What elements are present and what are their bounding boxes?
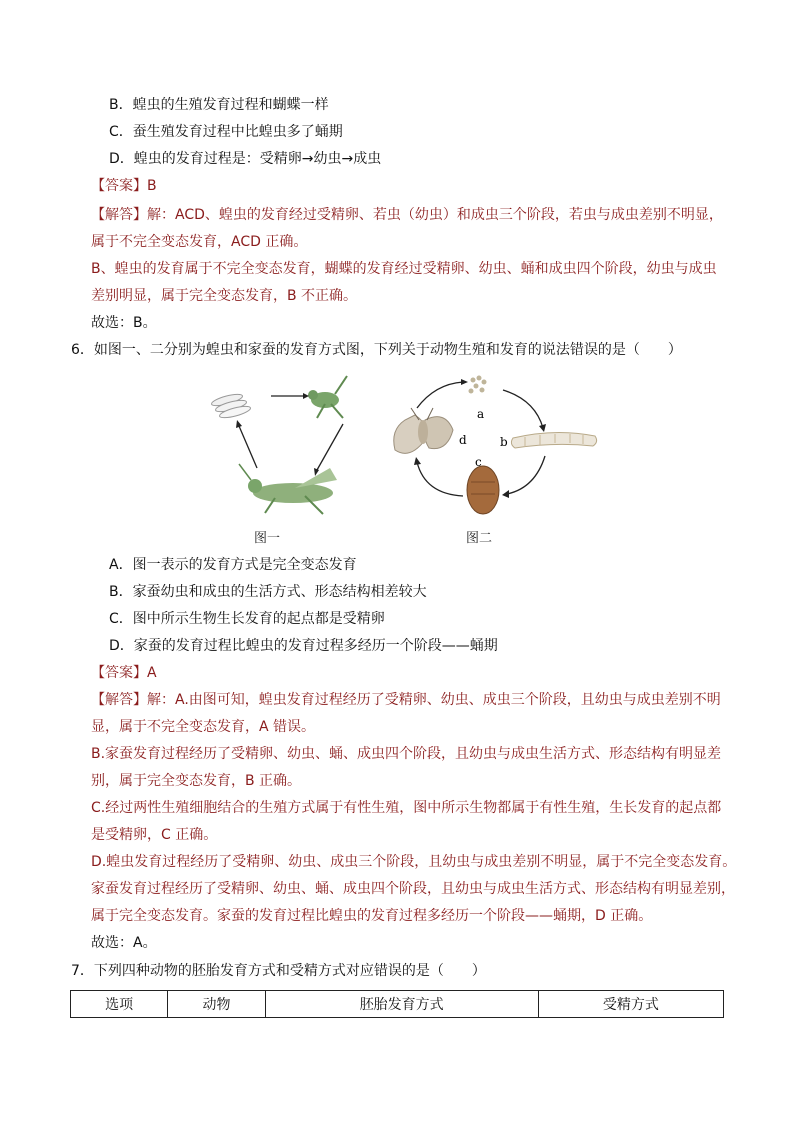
moth-icon <box>394 408 453 453</box>
q6-option-a: A．图一表示的发育方式是完全变态发育 <box>109 557 357 573</box>
label-a: a <box>477 407 485 421</box>
q7-table <box>70 990 724 1018</box>
explain-text: 解：ACD、蝗虫的发育经过受精卵、若虫（幼虫）和成虫三个阶段，若虫与成虫差别不明显， <box>147 207 723 223</box>
q7-stem: 7．下列四种动物的胚胎发育方式和受精方式对应错误的是（ ） <box>71 963 486 979</box>
figure-2-caption: 图二 <box>466 531 493 546</box>
table-header-cell: 受精方式 <box>538 991 723 1018</box>
figure-1-caption: 图一 <box>254 531 281 546</box>
q6-explain-line-0 <box>91 690 721 710</box>
table-header-row <box>71 991 724 1018</box>
eggs-icon <box>211 392 252 420</box>
q6-explain-line-5: 是受精卵，C 正确。 <box>91 827 218 843</box>
q6-option-b: B．家蚕幼虫和成虫的生活方式、形态结构相差较大 <box>109 584 427 600</box>
adult-grasshopper-icon <box>239 464 337 514</box>
q5-answer <box>91 176 157 196</box>
explain-tag: 【解答】 <box>91 207 147 223</box>
label-c: c <box>475 455 482 469</box>
q6-choice: 故选：A。 <box>91 935 157 951</box>
silkworm-eggs-icon <box>469 376 487 394</box>
explain-text: 解：A.由图可知，蝗虫发育过程经历了受精卵、幼虫、成虫三个阶段，且幼虫与成虫差别不明 <box>147 692 721 708</box>
q6-explain-line-4: C.经过两性生殖细胞结合的生殖方式属于有性生殖，图中所示生物都属于有性生殖，生长发育的起点都 <box>91 800 722 816</box>
q5-explain-line-1: 属于不完全变态发育，ACD 正确。 <box>91 234 308 250</box>
label-b: b <box>500 435 508 449</box>
q6-explain-line-2: B.家蚕发育过程经历了受精卵、幼虫、蛹、成虫四个阶段，且幼虫与成虫生活方式、形态结构有明显差 <box>91 746 722 762</box>
nymph-icon <box>308 376 347 418</box>
q6-option-d: D．家蚕的发育过程比蝗虫的发育过程多经历一个阶段——蛹期 <box>109 638 498 654</box>
answer-value: B <box>147 178 157 194</box>
answer-value: A <box>147 665 157 681</box>
explain-tag: 【解答】 <box>91 692 147 708</box>
q5-explain-line-0 <box>91 205 723 225</box>
q6-explain-line-8: 属于完全变态发育。家蚕的发育过程比蝗虫的发育过程多经历一个阶段——蛹期，D 正确。 <box>91 908 653 924</box>
figure-1-grasshopper-cycle <box>205 368 355 518</box>
q6-explain-line-6: D.蝗虫发育过程经历了受精卵、幼虫、成虫三个阶段，且幼虫与成虫差别不明显，属于不完全变态发育。 <box>91 854 737 870</box>
table-header-cell: 胚胎发育方式 <box>265 991 538 1018</box>
pupa-icon <box>467 466 499 514</box>
q5-explain-line-2: B、蝗虫的发育属于不完全变态发育，蝴蝶的发育经过受精卵、幼虫、蛹和成虫四个阶段，幼虫与成虫 <box>91 261 717 277</box>
answer-tag: 【答案】 <box>91 665 147 681</box>
label-d: d <box>459 433 467 447</box>
q5-explain-line-3: 差别明显，属于完全变态发育，B 不正确。 <box>91 288 358 304</box>
table-header-cell: 动物 <box>168 991 265 1018</box>
q5-option-b: B．蝗虫的生殖发育过程和蝴蝶一样 <box>109 97 329 113</box>
q5-option-d: D．蝗虫的发育过程是：受精卵→幼虫→成虫 <box>109 151 382 167</box>
q6-answer <box>91 663 157 683</box>
q6-explain-line-3: 别，属于完全变态发育，B 正确。 <box>91 773 302 789</box>
q6-explain-line-7: 家蚕发育过程经历了受精卵、幼虫、蛹、成虫四个阶段，且幼虫与成虫生活方式、形态结构有明显差别， <box>91 881 735 897</box>
q5-option-c: C．蚕生殖发育过程中比蝗虫多了蛹期 <box>109 124 343 140</box>
q6-stem: 6．如图一、二分别为蝗虫和家蚕的发育方式图，下列关于动物生殖和发育的说法错误的是（ ） <box>71 342 682 358</box>
q6-option-c: C．图中所示生物生长发育的起点都是受精卵 <box>109 611 385 627</box>
table-header-cell: 选项 <box>71 991 168 1018</box>
answer-tag: 【答案】 <box>91 178 147 194</box>
silkworm-larva-icon <box>511 432 596 448</box>
figure-2-silkworm-cycle <box>385 370 610 520</box>
q5-choice: 故选：B。 <box>91 315 157 331</box>
q6-explain-line-1: 显，属于不完全变态发育，A 错误。 <box>91 719 316 735</box>
